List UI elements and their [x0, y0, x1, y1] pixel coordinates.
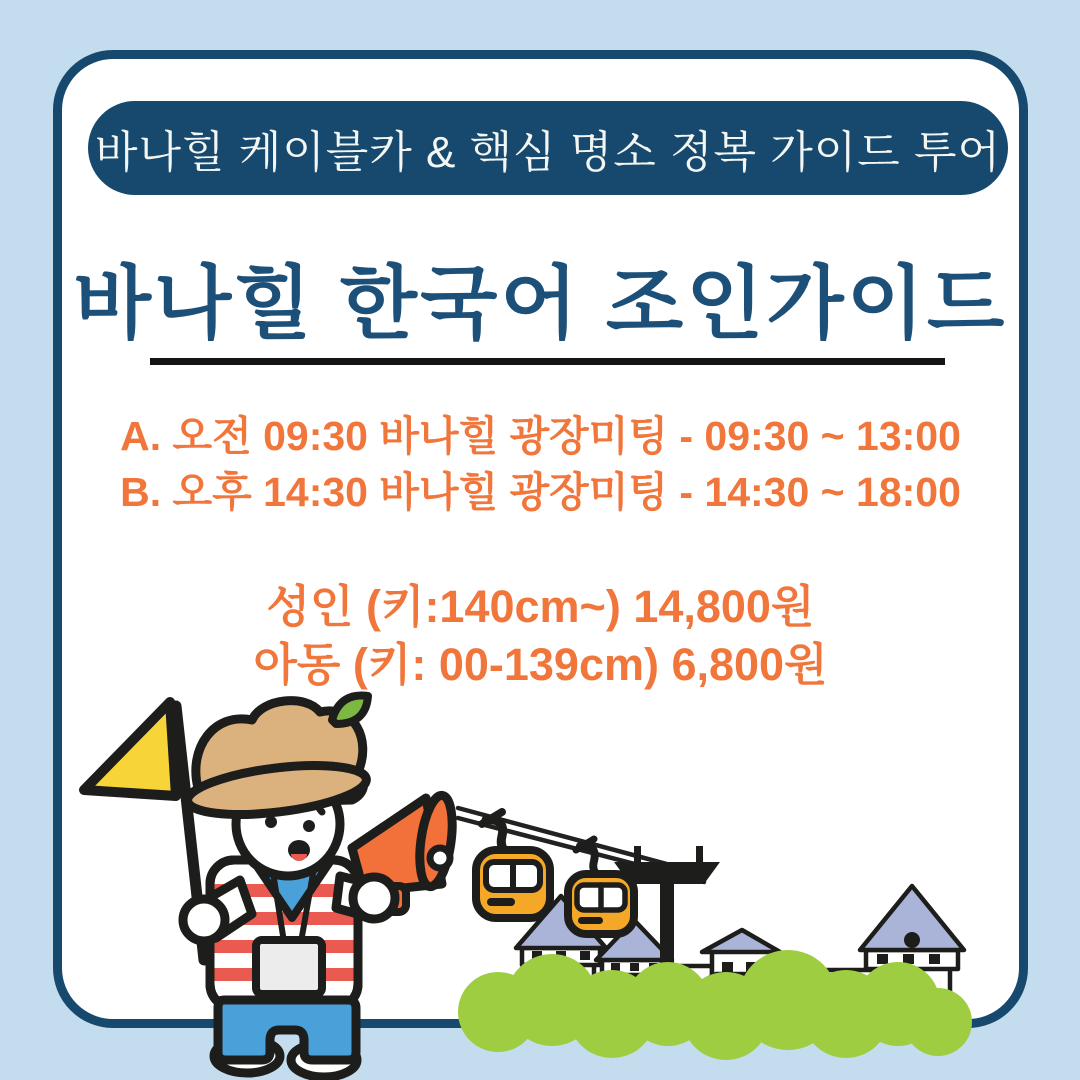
- page-title: 바나힐 한국어 조인가이드: [73, 259, 1008, 348]
- schedule-line-a: A. 오전 09:30 바나힐 광장미팅 - 09:30 ~ 13:00: [120, 413, 961, 459]
- tour-guide-character: [84, 696, 457, 1078]
- schedule-line-b: B. 오후 14:30 바나힐 광장미팅 - 14:30 ~ 18:00: [120, 469, 961, 515]
- pants: [218, 1000, 356, 1060]
- right-fist: [353, 877, 395, 919]
- cable-car-scene: [458, 808, 972, 1060]
- eye: [265, 816, 277, 828]
- id-badge: [256, 940, 322, 994]
- leaf-icon: [332, 696, 368, 725]
- eye: [303, 820, 315, 832]
- banner-label: 바나힐 케이블카 & 핵심 명소 정복 가이드 투어: [95, 128, 1001, 177]
- left-fist: [183, 899, 225, 941]
- flag-icon: [84, 702, 176, 796]
- price-child: 아동 (키: 00-139cm) 6,800원: [253, 639, 828, 690]
- price-adult: 성인 (키:140cm~) 14,800원: [266, 581, 815, 632]
